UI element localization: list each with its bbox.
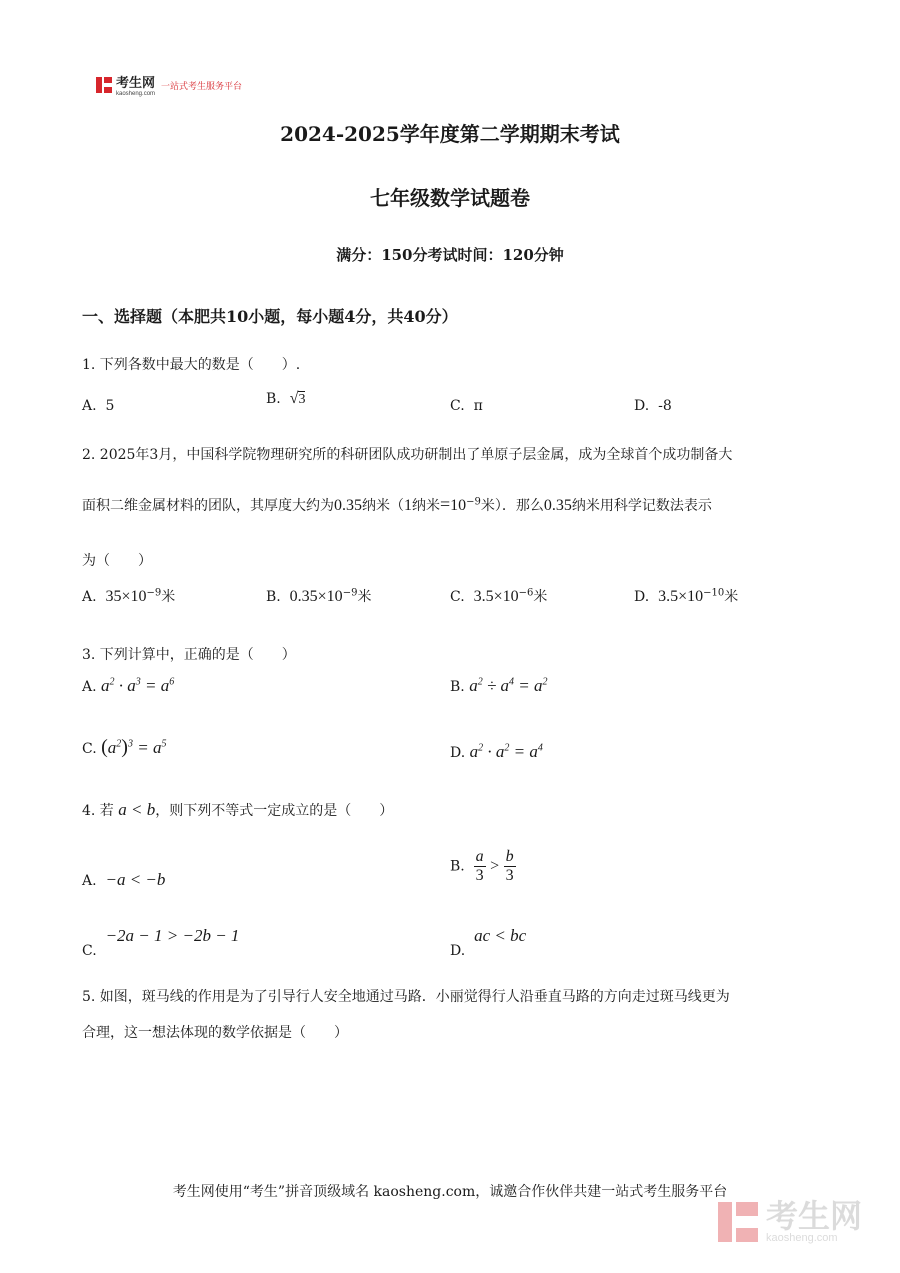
watermark	[718, 1200, 862, 1244]
q2-a-exponent: −9	[146, 587, 162, 599]
q4-stem	[82, 800, 393, 820]
q3-stem: 3. 下列计算中，正确的是（ ）	[82, 647, 296, 663]
q4-option-a	[82, 870, 165, 890]
option-label: D.	[634, 589, 650, 605]
option-label: A.	[82, 679, 97, 695]
q2-value: 0.35	[334, 497, 362, 514]
q2-c-exponent: −6	[518, 587, 534, 599]
q2-d-exponent: −10	[703, 587, 725, 599]
q2-option-c	[450, 586, 547, 606]
greater-than: >	[490, 857, 500, 875]
kaosheng-watermark-icon	[718, 1202, 758, 1242]
q5-line1: 5. 如图，斑马线的作用是为了引导行人安全地通过马路．小丽觉得行人沿垂直马路的方向走过斑马线更为	[82, 989, 730, 1005]
q4-option-b	[450, 848, 516, 885]
option-label: B.	[266, 391, 281, 407]
q4-d-formula: ac < bc	[474, 926, 527, 945]
exam-title: 2024-2025学年度第二学期期末考试	[280, 122, 620, 146]
option-label: C.	[450, 398, 465, 414]
q4-c-formula: −2a − 1 > −2b − 1	[105, 926, 240, 945]
q4-text: ，则下列不等式一定成立的是（ ）	[155, 803, 394, 819]
q3-a-formula: $a^2 \cdot a^3 = a^6$	[101, 676, 175, 695]
logo-name: 考生网	[116, 75, 156, 90]
q4-option-c	[82, 926, 240, 959]
fraction-b-over-3: $\frac{b}{3}$	[505, 848, 514, 884]
option-label: A.	[82, 873, 97, 889]
option-label: B.	[450, 679, 465, 695]
q4-condition: a < b	[118, 800, 156, 819]
q1-option-b	[266, 390, 305, 408]
q2-text: 米）．那么	[480, 498, 544, 514]
kaosheng-logo-icon	[96, 77, 112, 93]
q2-value: 1	[404, 497, 412, 514]
score-time: 满分：150分考试时间：120分钟	[336, 246, 564, 264]
q2-value: 0.35	[543, 497, 572, 514]
q2-text: 纳米用科学记数法表示	[571, 498, 712, 514]
watermark-text	[766, 1200, 862, 1244]
fraction-a-over-3: $\frac{a}{3}$	[475, 848, 484, 884]
option-label: A.	[82, 398, 97, 414]
q3-option-d	[450, 742, 543, 762]
q3-b-formula: $a^2 \div a^4 = a^2$	[469, 676, 548, 695]
sqrt-symbol-icon: √	[289, 390, 299, 407]
option-label: A.	[82, 589, 97, 605]
q1-option-a	[82, 398, 114, 414]
q2-text: 纳米	[412, 498, 440, 514]
q1-c-value: π	[473, 398, 483, 414]
option-label: C.	[450, 589, 465, 605]
footer-text: 考生网使用“考生”拼音顶级域名 kaosheng.com，诚邀合作伙伴共建一站式考生服务平台	[172, 1184, 728, 1200]
option-label: C.	[82, 741, 97, 757]
logo-slogan: 一站式考生服务平台	[161, 80, 243, 91]
q2-d-base: 3.5×10	[658, 588, 704, 605]
q3-option-c	[82, 736, 166, 759]
q1-d-value: -8	[658, 398, 672, 414]
q2-b-base: 0.35×10	[289, 588, 343, 605]
q4-option-d	[450, 926, 527, 959]
q2-text: 面积二维金属材料的团队，其厚度大约为	[82, 498, 334, 514]
q1-stem: 1. 下列各数中最大的数是（ ）.	[82, 357, 301, 373]
q2-c-base: 3.5×10	[473, 588, 519, 605]
q2-option-d	[634, 586, 738, 606]
watermark-domain: kaosheng.com	[766, 1232, 838, 1244]
q2-a-base: 35×10	[105, 588, 147, 605]
q2-line2	[82, 494, 712, 515]
unit-label: 米	[161, 589, 176, 605]
option-label: D.	[450, 745, 466, 761]
q2-option-b	[266, 586, 371, 606]
q4-a-formula: −a < −b	[105, 870, 166, 889]
q2-value: 10	[450, 497, 467, 514]
q4-text: 4. 若	[82, 803, 114, 819]
unit-label: 米	[724, 589, 739, 605]
unit-label: 米	[357, 589, 372, 605]
unit-label: 米	[533, 589, 548, 605]
q2-b-exponent: −9	[342, 587, 358, 599]
q3-c-formula: $(a^2)^3 = a^5$	[101, 736, 167, 758]
section-heading: 一、选择题（本肥共10小题，每小题4分，共40分）	[82, 307, 458, 326]
logo-text	[116, 72, 155, 98]
q2-line3: 为（ ）	[82, 553, 152, 569]
q3-d-formula: $a^2 \cdot a^2 = a^4$	[469, 742, 543, 761]
q3-option-a	[82, 676, 174, 696]
q1-option-c	[450, 398, 483, 414]
q1-b-value: 3	[298, 392, 306, 407]
watermark-name: 考生网	[766, 1198, 863, 1234]
exam-subtitle: 七年级数学试题卷	[370, 186, 530, 210]
option-label: B.	[450, 858, 465, 875]
option-label: D.	[634, 398, 650, 414]
option-label: C.	[82, 943, 97, 959]
q1-a-value: 5	[105, 398, 115, 414]
header-logo	[96, 72, 242, 98]
q2-exponent: −9	[466, 496, 481, 508]
q2-option-a	[82, 586, 175, 606]
q2-line1: 2. 2025年3月，中国科学院物理研究所的科研团队成功研制出了单原子层金属，成为全球首个成功制备大	[82, 447, 733, 463]
q1-option-d	[634, 398, 672, 414]
q5-line2: 合理，这一想法体现的数学依据是（ ）	[82, 1025, 348, 1041]
q2-text: 纳米（	[362, 498, 404, 514]
logo-domain: kaosheng.com	[116, 91, 156, 97]
option-label: D.	[450, 943, 466, 959]
option-label: B.	[266, 589, 281, 605]
q2-equals: =	[440, 494, 451, 514]
q3-option-b	[450, 676, 548, 696]
